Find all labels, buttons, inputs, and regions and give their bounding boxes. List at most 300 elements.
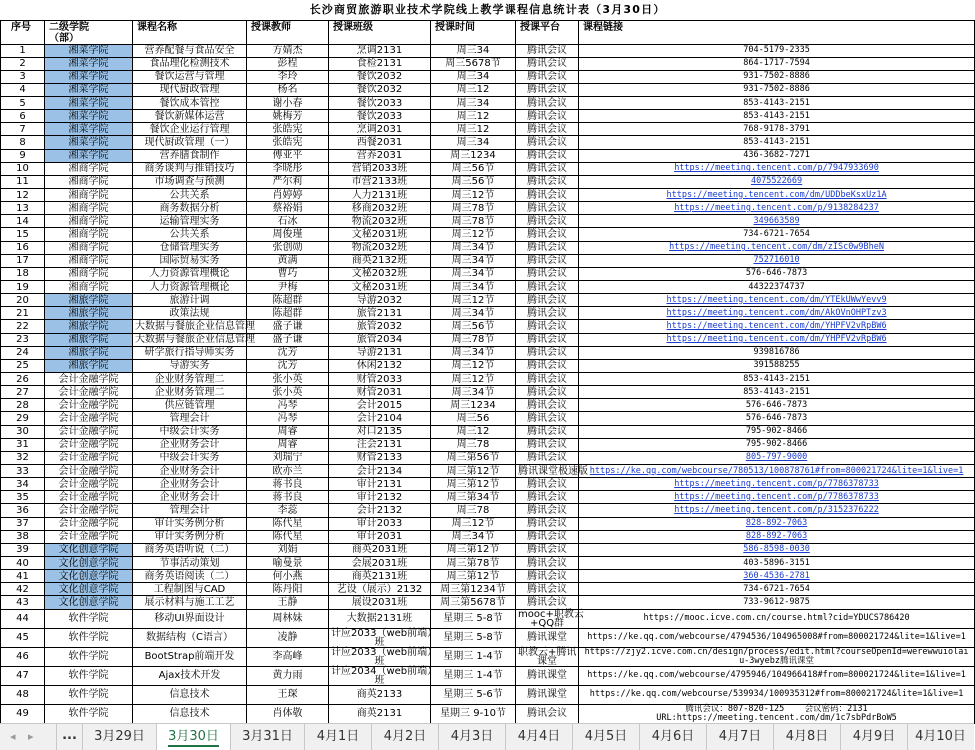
cell-no[interactable]: 29 (1, 412, 45, 425)
cell-class[interactable]: 旅管2032 (329, 320, 431, 333)
cell-college[interactable]: 湘商学院 (45, 241, 133, 254)
sheet-tab[interactable] (572, 724, 639, 750)
cell-college[interactable]: 文化创意学院 (45, 570, 133, 583)
cell-teacher[interactable]: 周林妹 (247, 609, 329, 628)
cell-course[interactable]: 旅游计调 (133, 294, 247, 307)
cell-platform[interactable]: 腾讯会议 (516, 478, 579, 491)
cell-college[interactable]: 湘商学院 (45, 189, 133, 202)
sheet-tab[interactable] (438, 724, 505, 750)
cell-college[interactable]: 文化创意学院 (45, 556, 133, 569)
course-link[interactable]: https://meeting.tencent.com/p/7947933690 (674, 163, 879, 174)
cell-teacher[interactable]: 石冰 (247, 215, 329, 228)
cell-time[interactable]: 周三34 (431, 136, 516, 149)
cell-course[interactable]: 企业财务会计 (133, 491, 247, 504)
course-link[interactable]: 586-8598-0030 (743, 544, 810, 555)
cell-class[interactable]: 营销2033班 (329, 162, 431, 175)
cell-time[interactable]: 周三56节 (431, 175, 516, 188)
cell-course[interactable]: 工程制图与CAD (133, 583, 247, 596)
cell-platform[interactable]: 腾讯会议 (516, 215, 579, 228)
cell-platform[interactable]: 腾讯会议 (516, 57, 579, 70)
cell-course[interactable]: 人力资源管理概论 (133, 267, 247, 280)
cell-platform[interactable]: 腾讯会议 (516, 320, 579, 333)
cell-no[interactable]: 42 (1, 583, 45, 596)
cell-class[interactable]: 财管2133 (329, 451, 431, 464)
cell-course[interactable]: Ajax技术开发 (133, 666, 247, 685)
cell-college[interactable]: 会计金融学院 (45, 478, 133, 491)
header-platform[interactable]: 授课平台 (516, 20, 579, 44)
cell-college[interactable]: 会计金融学院 (45, 465, 133, 478)
cell-platform[interactable]: 腾讯课堂极速版 (516, 465, 579, 478)
cell-teacher[interactable]: 沈芳 (247, 346, 329, 359)
cell-time[interactable]: 周三12 (431, 83, 516, 96)
cell-link[interactable] (579, 307, 975, 320)
cell-college[interactable]: 会计金融学院 (45, 438, 133, 451)
cell-platform[interactable]: 职教云+腾讯 课堂 (516, 647, 579, 666)
cell-class[interactable]: 商英2132班 (329, 254, 431, 267)
cell-time[interactable]: 周三12节 (431, 294, 516, 307)
cell-link[interactable]: 853-4143-2151 (579, 97, 975, 110)
cell-course[interactable]: 节事活动策划 (133, 556, 247, 569)
cell-class[interactable]: 财管2031 (329, 386, 431, 399)
cell-college[interactable]: 湘商学院 (45, 254, 133, 267)
cell-no[interactable]: 47 (1, 666, 45, 685)
cell-time[interactable]: 周三12节 (431, 373, 516, 386)
cell-time[interactable]: 周三34节 (431, 530, 516, 543)
cell-link[interactable] (579, 491, 975, 504)
course-link[interactable]: https://ke.qq.com/webcourse/780513/100878761#from=800021724&lite=1&live=1 (589, 465, 964, 476)
header-course[interactable]: 课程名称 (133, 20, 247, 44)
cell-teacher[interactable]: 尹梅 (247, 281, 329, 294)
cell-teacher[interactable]: 何小燕 (247, 570, 329, 583)
cell-course[interactable]: 现代厨政管理 (133, 83, 247, 96)
cell-time[interactable]: 周三第34节 (431, 491, 516, 504)
cell-college[interactable]: 软件学院 (45, 609, 133, 628)
cell-course[interactable]: 研学旅行指导师实务 (133, 346, 247, 359)
cell-time[interactable]: 周三12 (431, 123, 516, 136)
cell-time[interactable]: 周三12节 (431, 359, 516, 372)
cell-course[interactable]: 信息技术 (133, 704, 247, 723)
cell-time[interactable]: 周三第12节 (431, 543, 516, 556)
cell-link[interactable] (579, 294, 975, 307)
cell-class[interactable]: 导游2131 (329, 346, 431, 359)
cell-no[interactable]: 32 (1, 451, 45, 464)
cell-time[interactable]: 周三78节 (431, 333, 516, 346)
cell-time[interactable]: 周三34 (431, 70, 516, 83)
cell-no[interactable]: 12 (1, 189, 45, 202)
cell-no[interactable]: 46 (1, 647, 45, 666)
cell-link[interactable] (579, 254, 975, 267)
sheet-tab[interactable] (639, 724, 706, 750)
cell-course[interactable]: 营养膳食制作 (133, 149, 247, 162)
cell-teacher[interactable]: 曹巧 (247, 267, 329, 280)
cell-class[interactable]: 餐饮2032 (329, 83, 431, 96)
cell-teacher[interactable]: 冯琴 (247, 399, 329, 412)
cell-college[interactable]: 文化创意学院 (45, 543, 133, 556)
course-link[interactable]: 4075522669 (750, 176, 803, 187)
cell-teacher[interactable]: 李高峰 (247, 647, 329, 666)
more-tabs-button[interactable]: ... (56, 724, 82, 750)
cell-college[interactable]: 会计金融学院 (45, 491, 133, 504)
cell-class[interactable]: 会计2132 (329, 504, 431, 517)
cell-no[interactable]: 49 (1, 704, 45, 723)
cell-link[interactable]: 576-646-7873 (579, 399, 975, 412)
cell-time[interactable]: 周三34节 (431, 386, 516, 399)
cell-platform[interactable]: 腾讯会议 (516, 175, 579, 188)
cell-course[interactable]: 餐饮新媒体运营 (133, 110, 247, 123)
cell-time[interactable]: 周三78 (431, 438, 516, 451)
cell-no[interactable]: 19 (1, 281, 45, 294)
cell-class[interactable]: 注会2131 (329, 438, 431, 451)
cell-course[interactable]: 现代厨政管理（一） (133, 136, 247, 149)
course-link[interactable]: 828-892-7063 (745, 531, 808, 542)
cell-course[interactable]: 管理会计 (133, 504, 247, 517)
cell-platform[interactable]: 腾讯会议 (516, 97, 579, 110)
cell-college[interactable]: 湘菜学院 (45, 123, 133, 136)
cell-teacher[interactable]: 肖婷婷 (247, 189, 329, 202)
cell-no[interactable]: 45 (1, 628, 45, 647)
cell-time[interactable]: 星期三 9-10节 (431, 704, 516, 723)
cell-time[interactable]: 周三5678节 (431, 57, 516, 70)
cell-no[interactable]: 36 (1, 504, 45, 517)
cell-time[interactable]: 周三56节 (431, 320, 516, 333)
cell-no[interactable]: 20 (1, 294, 45, 307)
cell-no[interactable]: 33 (1, 465, 45, 478)
cell-course[interactable]: 餐饮成本管控 (133, 97, 247, 110)
cell-platform[interactable]: 腾讯会议 (516, 596, 579, 609)
cell-platform[interactable]: 腾讯会议 (516, 123, 579, 136)
cell-link[interactable]: 795-902-8466 (579, 425, 975, 438)
cell-teacher[interactable]: 凌静 (247, 628, 329, 647)
cell-college[interactable]: 文化创意学院 (45, 596, 133, 609)
cell-teacher[interactable]: 谢小春 (247, 97, 329, 110)
cell-class[interactable]: 会展2031班 (329, 556, 431, 569)
cell-platform[interactable]: 腾讯会议 (516, 189, 579, 202)
cell-link[interactable] (579, 530, 975, 543)
cell-link[interactable]: 704-5179-2335 (579, 44, 975, 57)
cell-link[interactable]: 576-646-7873 (579, 267, 975, 280)
cell-no[interactable]: 23 (1, 333, 45, 346)
cell-time[interactable]: 星期三 5-8节 (431, 628, 516, 647)
cell-link[interactable] (579, 543, 975, 556)
cell-time[interactable]: 周三34节 (431, 346, 516, 359)
cell-link[interactable]: 931-7502-8886 (579, 83, 975, 96)
cell-platform[interactable]: 腾讯会议 (516, 267, 579, 280)
cell-link[interactable]: https://ke.qq.com/webcourse/539934/100935312#from=800021724&lite=1&live=1 (579, 685, 975, 704)
cell-class[interactable]: 商英2133 (329, 685, 431, 704)
cell-no[interactable]: 34 (1, 478, 45, 491)
cell-college[interactable]: 会计金融学院 (45, 425, 133, 438)
cell-teacher[interactable]: 黄力雨 (247, 666, 329, 685)
cell-class[interactable]: 审计2033 (329, 517, 431, 530)
cell-teacher[interactable]: 黄满 (247, 254, 329, 267)
cell-no[interactable]: 41 (1, 570, 45, 583)
cell-link[interactable] (579, 202, 975, 215)
cell-no[interactable]: 10 (1, 162, 45, 175)
cell-platform[interactable]: 腾讯会议 (516, 70, 579, 83)
cell-college[interactable]: 软件学院 (45, 666, 133, 685)
cell-college[interactable]: 湘菜学院 (45, 44, 133, 57)
cell-time[interactable]: 周三78节 (431, 215, 516, 228)
cell-teacher[interactable]: 陈丹阳 (247, 583, 329, 596)
cell-class[interactable]: 休闲2132 (329, 359, 431, 372)
cell-teacher[interactable]: 李蕊 (247, 504, 329, 517)
cell-link[interactable]: 768-9178-3791 (579, 123, 975, 136)
cell-no[interactable]: 39 (1, 543, 45, 556)
sheet-tab[interactable] (840, 724, 907, 750)
cell-teacher[interactable]: 彭程 (247, 57, 329, 70)
cell-platform[interactable]: 腾讯会议 (516, 451, 579, 464)
cell-course[interactable]: 商务英语阅读（二） (133, 570, 247, 583)
cell-time[interactable]: 周三第56节 (431, 451, 516, 464)
cell-teacher[interactable]: 沈芳 (247, 359, 329, 372)
cell-time[interactable]: 周三第1234节 (431, 583, 516, 596)
cell-link[interactable] (579, 320, 975, 333)
cell-teacher[interactable]: 傅亚平 (247, 149, 329, 162)
cell-platform[interactable]: 腾讯课堂 (516, 666, 579, 685)
cell-link[interactable]: 腾讯会议：807-820-125 会议密码：2131 URL:https://meeting.tencent.com/dm/1c7sbPdrBoW5 (579, 704, 975, 723)
cell-time[interactable]: 星期三 5-8节 (431, 609, 516, 628)
cell-class[interactable]: 导游2032 (329, 294, 431, 307)
cell-no[interactable]: 30 (1, 425, 45, 438)
cell-teacher[interactable]: 李玲 (247, 70, 329, 83)
cell-platform[interactable]: 腾讯会议 (516, 425, 579, 438)
cell-no[interactable]: 3 (1, 70, 45, 83)
sheet-tab[interactable] (230, 724, 304, 750)
cell-college[interactable]: 湘商学院 (45, 202, 133, 215)
cell-course[interactable]: 中级会计实务 (133, 451, 247, 464)
cell-teacher[interactable]: 喻曼景 (247, 556, 329, 569)
cell-class[interactable]: 烹调2131 (329, 44, 431, 57)
cell-class[interactable]: 计应2034（web前端） 班 (329, 666, 431, 685)
cell-college[interactable]: 湘菜学院 (45, 97, 133, 110)
cell-platform[interactable]: 腾讯会议 (516, 228, 579, 241)
cell-college[interactable]: 湘商学院 (45, 215, 133, 228)
cell-no[interactable]: 26 (1, 373, 45, 386)
cell-class[interactable]: 审计2031 (329, 530, 431, 543)
cell-class[interactable]: 餐饮2032 (329, 70, 431, 83)
cell-class[interactable]: 餐饮2033 (329, 110, 431, 123)
cell-no[interactable]: 38 (1, 530, 45, 543)
cell-college[interactable]: 会计金融学院 (45, 504, 133, 517)
cell-no[interactable]: 44 (1, 609, 45, 628)
cell-teacher[interactable]: 蔡裕娟 (247, 202, 329, 215)
cell-no[interactable]: 5 (1, 97, 45, 110)
cell-college[interactable]: 湘旅学院 (45, 307, 133, 320)
cell-teacher[interactable]: 张创勋 (247, 241, 329, 254)
cell-platform[interactable]: 腾讯会议 (516, 583, 579, 596)
cell-class[interactable]: 西餐2031 (329, 136, 431, 149)
cell-class[interactable]: 人力2131班 (329, 189, 431, 202)
cell-class[interactable]: 移商2032班 (329, 202, 431, 215)
cell-teacher[interactable]: 陈超群 (247, 307, 329, 320)
cell-time[interactable]: 周三78 (431, 504, 516, 517)
cell-course[interactable]: 运输管理实务 (133, 215, 247, 228)
cell-teacher[interactable]: 王静 (247, 596, 329, 609)
cell-no[interactable]: 48 (1, 685, 45, 704)
cell-teacher[interactable]: 陈超群 (247, 294, 329, 307)
cell-course[interactable]: 人力资源管理概论 (133, 281, 247, 294)
cell-college[interactable]: 会计金融学院 (45, 451, 133, 464)
cell-college[interactable]: 湘商学院 (45, 162, 133, 175)
cell-link[interactable] (579, 175, 975, 188)
cell-platform[interactable]: 腾讯会议 (516, 83, 579, 96)
header-time[interactable]: 授课时间 (431, 20, 516, 44)
cell-college[interactable]: 湘旅学院 (45, 346, 133, 359)
cell-time[interactable]: 周三1234 (431, 149, 516, 162)
cell-link[interactable]: 853-4143-2151 (579, 136, 975, 149)
cell-no[interactable]: 24 (1, 346, 45, 359)
header-class[interactable]: 授课班级 (329, 20, 431, 44)
course-link[interactable]: https://meeting.tencent.com/dm/zISc0w9BheN (669, 242, 885, 253)
cell-time[interactable]: 周三12节 (431, 517, 516, 530)
cell-course[interactable]: 导游实务 (133, 359, 247, 372)
cell-no[interactable]: 8 (1, 136, 45, 149)
cell-platform[interactable]: 腾讯会议 (516, 412, 579, 425)
cell-time[interactable]: 周三第12节 (431, 570, 516, 583)
cell-teacher[interactable]: 刘娟 (247, 543, 329, 556)
sheet-tab[interactable] (907, 724, 973, 750)
cell-college[interactable]: 软件学院 (45, 647, 133, 666)
cell-college[interactable]: 软件学院 (45, 685, 133, 704)
cell-class[interactable]: 计应2033（web前端） 班 (329, 647, 431, 666)
cell-class[interactable]: 会计2104 (329, 412, 431, 425)
course-link[interactable]: 360-4536-2781 (743, 570, 810, 581)
cell-teacher[interactable]: 周睿 (247, 438, 329, 451)
header-college[interactable] (45, 20, 133, 44)
cell-time[interactable]: 周三34 (431, 44, 516, 57)
cell-course[interactable]: 市场调查与预测 (133, 175, 247, 188)
cell-teacher[interactable]: 方婧杰 (247, 44, 329, 57)
cell-course[interactable]: 餐饮企业运行管理 (133, 123, 247, 136)
cell-course[interactable]: 审计实务例分析 (133, 530, 247, 543)
cell-no[interactable]: 25 (1, 359, 45, 372)
cell-platform[interactable]: 腾讯会议 (516, 254, 579, 267)
cell-college[interactable]: 会计金融学院 (45, 386, 133, 399)
cell-link[interactable]: 853-4143-2151 (579, 373, 975, 386)
tab-scroll-right-icon[interactable]: ▸ (28, 730, 34, 743)
cell-course[interactable]: 商务谈判与推销技巧 (133, 162, 247, 175)
course-link[interactable]: https://meeting.tencent.com/dm/AkOVnOHPTzv3 (666, 307, 887, 318)
cell-platform[interactable]: 腾讯会议 (516, 373, 579, 386)
cell-no[interactable]: 16 (1, 241, 45, 254)
cell-no[interactable]: 2 (1, 57, 45, 70)
cell-class[interactable]: 旅管2034 (329, 333, 431, 346)
sheet-tab[interactable] (505, 724, 572, 750)
cell-course[interactable]: 大数据与餐旅企业信息管理 (133, 333, 247, 346)
cell-platform[interactable]: 腾讯会议 (516, 162, 579, 175)
cell-no[interactable]: 9 (1, 149, 45, 162)
cell-class[interactable]: 会计2134 (329, 465, 431, 478)
cell-time[interactable]: 周三12 (431, 110, 516, 123)
cell-platform[interactable]: 腾讯会议 (516, 241, 579, 254)
cell-teacher[interactable]: 张小英 (247, 373, 329, 386)
cell-class[interactable]: 旅管2131 (329, 307, 431, 320)
cell-teacher[interactable]: 蒋书良 (247, 491, 329, 504)
cell-time[interactable]: 周三34节 (431, 267, 516, 280)
cell-no[interactable]: 21 (1, 307, 45, 320)
cell-platform[interactable]: 腾讯会议 (516, 570, 579, 583)
cell-class[interactable]: 大数据2131班 (329, 609, 431, 628)
cell-college[interactable]: 会计金融学院 (45, 373, 133, 386)
cell-teacher[interactable]: 张小英 (247, 386, 329, 399)
cell-platform[interactable]: 腾讯会议 (516, 359, 579, 372)
cell-teacher[interactable]: 姚梅芳 (247, 110, 329, 123)
cell-class[interactable]: 文秘2031班 (329, 281, 431, 294)
cell-no[interactable]: 14 (1, 215, 45, 228)
cell-class[interactable]: 计应2033（web前端） 班 (329, 628, 431, 647)
cell-course[interactable]: 数据结构（C语言） (133, 628, 247, 647)
cell-platform[interactable]: 腾讯课堂 (516, 628, 579, 647)
cell-course[interactable]: 商务英语听说（二） (133, 543, 247, 556)
cell-no[interactable]: 6 (1, 110, 45, 123)
cell-link[interactable]: 44322374737 (579, 281, 975, 294)
cell-teacher[interactable]: 杨名 (247, 83, 329, 96)
cell-no[interactable]: 40 (1, 556, 45, 569)
cell-college[interactable]: 湘菜学院 (45, 149, 133, 162)
cell-link[interactable] (579, 517, 975, 530)
cell-link[interactable]: 864-1717-7594 (579, 57, 975, 70)
cell-teacher[interactable]: 冯琴 (247, 412, 329, 425)
cell-time[interactable]: 周三34节 (431, 281, 516, 294)
cell-class[interactable]: 会计2015 (329, 399, 431, 412)
cell-platform[interactable]: 腾讯会议 (516, 386, 579, 399)
cell-link[interactable]: 853-4143-2151 (579, 386, 975, 399)
cell-platform[interactable]: 腾讯会议 (516, 346, 579, 359)
cell-class[interactable]: 文秘2031班 (329, 228, 431, 241)
cell-link[interactable]: 939816786 (579, 346, 975, 359)
cell-class[interactable]: 烹调2031 (329, 123, 431, 136)
cell-class[interactable]: 审计2131 (329, 478, 431, 491)
course-link[interactable]: 752716010 (753, 255, 800, 266)
cell-no[interactable]: 35 (1, 491, 45, 504)
cell-college[interactable]: 湘菜学院 (45, 70, 133, 83)
cell-no[interactable]: 7 (1, 123, 45, 136)
cell-link[interactable] (579, 478, 975, 491)
cell-link[interactable]: https://mooc.icve.com.cn/course.html?cid=YDUCS786420 (579, 609, 975, 628)
cell-no[interactable]: 17 (1, 254, 45, 267)
cell-college[interactable]: 会计金融学院 (45, 530, 133, 543)
course-link[interactable]: https://meeting.tencent.com/p/3152376222 (674, 504, 879, 515)
cell-time[interactable]: 周三34节 (431, 307, 516, 320)
cell-no[interactable]: 15 (1, 228, 45, 241)
sheet-tab[interactable] (371, 724, 438, 750)
cell-teacher[interactable]: 周俊瑾 (247, 228, 329, 241)
cell-course[interactable]: 供应链管理 (133, 399, 247, 412)
cell-course[interactable]: 企业财务会计 (133, 465, 247, 478)
cell-teacher[interactable]: 陈代星 (247, 530, 329, 543)
cell-course[interactable]: 企业财务管理二 (133, 386, 247, 399)
cell-course[interactable]: 信息技术 (133, 685, 247, 704)
cell-course[interactable]: 营养配餐与食品安全 (133, 44, 247, 57)
cell-teacher[interactable]: 肖体敬 (247, 704, 329, 723)
cell-teacher[interactable]: 蒋书良 (247, 478, 329, 491)
sheet-tab[interactable] (82, 724, 156, 750)
cell-time[interactable]: 周三12节 (431, 189, 516, 202)
cell-no[interactable]: 11 (1, 175, 45, 188)
course-link[interactable]: https://meeting.tencent.com/dm/YTEkUWwYevv9 (666, 294, 887, 305)
cell-class[interactable]: 食检2131 (329, 57, 431, 70)
cell-college[interactable]: 湘旅学院 (45, 320, 133, 333)
cell-link[interactable]: 931-7502-8886 (579, 70, 975, 83)
course-link[interactable]: https://meeting.tencent.com/p/7786378733 (674, 491, 879, 502)
cell-platform[interactable]: 腾讯会议 (516, 294, 579, 307)
header-link[interactable]: 课程链接 (579, 20, 975, 44)
cell-no[interactable]: 1 (1, 44, 45, 57)
cell-college[interactable]: 湘菜学院 (45, 110, 133, 123)
cell-college[interactable]: 湘商学院 (45, 228, 133, 241)
cell-platform[interactable]: 腾讯会议 (516, 530, 579, 543)
cell-class[interactable]: 物流2032班 (329, 215, 431, 228)
